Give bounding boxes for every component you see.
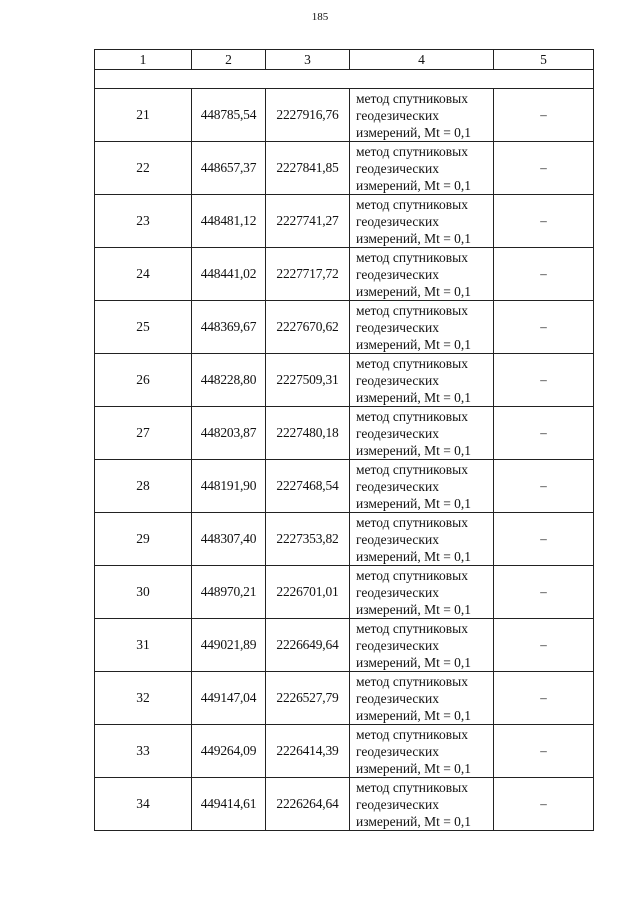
- col5-value: –: [494, 301, 594, 354]
- coordinate-x: 448203,87: [192, 407, 266, 460]
- col5-value: –: [494, 142, 594, 195]
- col5-value: –: [494, 672, 594, 725]
- method-line-2: геодезических: [356, 107, 439, 123]
- point-number: 23: [95, 195, 192, 248]
- coordinate-y: 2227670,62: [266, 301, 350, 354]
- table-row: [95, 619, 594, 672]
- method-line-3: измерений, Mt = 0,1: [356, 442, 472, 458]
- method-line-1: метод спутниковых: [356, 567, 468, 583]
- method-line-2: геодезических: [356, 213, 439, 229]
- table-row: [95, 248, 594, 301]
- method-line-1: метод спутниковых: [356, 779, 468, 795]
- method-line-2: геодезических: [356, 796, 439, 812]
- col5-value: –: [494, 407, 594, 460]
- table-row: [95, 672, 594, 725]
- method-line-2: геодезических: [356, 266, 439, 282]
- table-row: [95, 142, 594, 195]
- table-row: [95, 460, 594, 513]
- method-line-1: метод спутниковых: [356, 355, 468, 371]
- col5-value: –: [494, 513, 594, 566]
- page-number: 185: [311, 11, 329, 23]
- method-line-2: геодезических: [356, 372, 439, 388]
- coordinate-x: 449264,09: [192, 725, 266, 778]
- method-cell: [350, 513, 494, 566]
- col5-value: –: [494, 778, 594, 831]
- method-line-1: метод спутниковых: [356, 90, 468, 106]
- method-line-3: измерений, Mt = 0,1: [356, 124, 472, 140]
- method-line-3: измерений, Mt = 0,1: [356, 283, 472, 299]
- method-cell: [350, 407, 494, 460]
- table-row: [95, 513, 594, 566]
- col5-value: –: [494, 248, 594, 301]
- coordinate-y: 2227717,72: [266, 248, 350, 301]
- point-number: 25: [95, 301, 192, 354]
- table-row: [95, 301, 594, 354]
- coordinate-y: 2227916,76: [266, 89, 350, 142]
- method-cell: [350, 89, 494, 142]
- coordinate-y: 2227480,18: [266, 407, 350, 460]
- method-cell: [350, 142, 494, 195]
- method-cell: [350, 672, 494, 725]
- method-line-1: метод спутниковых: [356, 620, 468, 636]
- method-line-1: метод спутниковых: [356, 302, 468, 318]
- coordinate-y: 2227841,85: [266, 142, 350, 195]
- col5-value: –: [494, 89, 594, 142]
- method-cell: [350, 354, 494, 407]
- method-cell: [350, 195, 494, 248]
- table-row: [95, 407, 594, 460]
- col5-value: –: [494, 195, 594, 248]
- coordinate-y: 2226414,39: [266, 725, 350, 778]
- table-header-row: [95, 50, 594, 70]
- point-number: 22: [95, 142, 192, 195]
- table-row: [95, 566, 594, 619]
- coordinate-y: 2226701,01: [266, 566, 350, 619]
- header-col-3: 3: [266, 50, 350, 70]
- method-cell: [350, 248, 494, 301]
- coordinate-x: 449414,61: [192, 778, 266, 831]
- method-line-2: геодезических: [356, 531, 439, 547]
- method-line-1: метод спутниковых: [356, 726, 468, 742]
- method-line-2: геодезических: [356, 425, 439, 441]
- point-number: 34: [95, 778, 192, 831]
- method-line-2: геодезических: [356, 743, 439, 759]
- method-line-3: измерений, Mt = 0,1: [356, 495, 472, 511]
- method-line-3: измерений, Mt = 0,1: [356, 760, 472, 776]
- coordinate-x: 449021,89: [192, 619, 266, 672]
- method-line-3: измерений, Mt = 0,1: [356, 813, 472, 829]
- point-number: 26: [95, 354, 192, 407]
- point-number: 24: [95, 248, 192, 301]
- table-row: [95, 725, 594, 778]
- header-col-2: 2: [192, 50, 266, 70]
- method-line-1: метод спутниковых: [356, 196, 468, 212]
- point-number: 28: [95, 460, 192, 513]
- coordinate-x: 448785,54: [192, 89, 266, 142]
- spacer-cell: [95, 70, 594, 89]
- point-number: 27: [95, 407, 192, 460]
- method-cell: [350, 460, 494, 513]
- coordinate-y: 2227509,31: [266, 354, 350, 407]
- method-cell: [350, 301, 494, 354]
- method-line-2: геодезических: [356, 637, 439, 653]
- point-number: 29: [95, 513, 192, 566]
- method-line-3: измерений, Mt = 0,1: [356, 601, 472, 617]
- coordinate-y: 2226264,64: [266, 778, 350, 831]
- method-line-3: измерений, Mt = 0,1: [356, 230, 472, 246]
- spacer-row: [95, 70, 594, 89]
- method-line-2: геодезических: [356, 319, 439, 335]
- point-number: 33: [95, 725, 192, 778]
- coordinate-x: 448970,21: [192, 566, 266, 619]
- point-number: 31: [95, 619, 192, 672]
- table-row: [95, 89, 594, 142]
- method-line-3: измерений, Mt = 0,1: [356, 654, 472, 670]
- coordinate-y: 2226649,64: [266, 619, 350, 672]
- coordinate-x: 448441,02: [192, 248, 266, 301]
- method-cell: [350, 725, 494, 778]
- method-cell: [350, 619, 494, 672]
- table-row: [95, 195, 594, 248]
- coordinate-x: 448481,12: [192, 195, 266, 248]
- coordinate-x: 448228,80: [192, 354, 266, 407]
- method-line-1: метод спутниковых: [356, 143, 468, 159]
- coordinate-x: 449147,04: [192, 672, 266, 725]
- method-line-3: измерений, Mt = 0,1: [356, 707, 472, 723]
- method-line-3: измерений, Mt = 0,1: [356, 177, 472, 193]
- method-line-1: метод спутниковых: [356, 249, 468, 265]
- point-number: 21: [95, 89, 192, 142]
- point-number: 30: [95, 566, 192, 619]
- col5-value: –: [494, 725, 594, 778]
- col5-value: –: [494, 619, 594, 672]
- coordinate-y: 2227468,54: [266, 460, 350, 513]
- col5-value: –: [494, 354, 594, 407]
- point-number: 32: [95, 672, 192, 725]
- coordinate-x: 448369,67: [192, 301, 266, 354]
- method-line-2: геодезических: [356, 478, 439, 494]
- method-line-2: геодезических: [356, 584, 439, 600]
- method-line-3: измерений, Mt = 0,1: [356, 548, 472, 564]
- method-line-2: геодезических: [356, 690, 439, 706]
- method-line-3: измерений, Mt = 0,1: [356, 336, 472, 352]
- method-line-1: метод спутниковых: [356, 461, 468, 477]
- table-row: [95, 354, 594, 407]
- method-line-1: метод спутниковых: [356, 514, 468, 530]
- header-col-4: 4: [350, 50, 494, 70]
- coordinate-x: 448307,40: [192, 513, 266, 566]
- coordinate-y: 2227353,82: [266, 513, 350, 566]
- coordinates-table: [94, 49, 594, 831]
- method-line-3: измерений, Mt = 0,1: [356, 389, 472, 405]
- method-cell: [350, 778, 494, 831]
- method-line-2: геодезических: [356, 160, 439, 176]
- method-line-1: метод спутниковых: [356, 673, 468, 689]
- col5-value: –: [494, 566, 594, 619]
- header-col-5: 5: [494, 50, 594, 70]
- coordinate-y: 2227741,27: [266, 195, 350, 248]
- header-col-1: 1: [95, 50, 192, 70]
- table-row: [95, 778, 594, 831]
- method-cell: [350, 566, 494, 619]
- method-line-1: метод спутниковых: [356, 408, 468, 424]
- coordinate-y: 2226527,79: [266, 672, 350, 725]
- coordinate-x: 448657,37: [192, 142, 266, 195]
- coordinate-x: 448191,90: [192, 460, 266, 513]
- col5-value: –: [494, 460, 594, 513]
